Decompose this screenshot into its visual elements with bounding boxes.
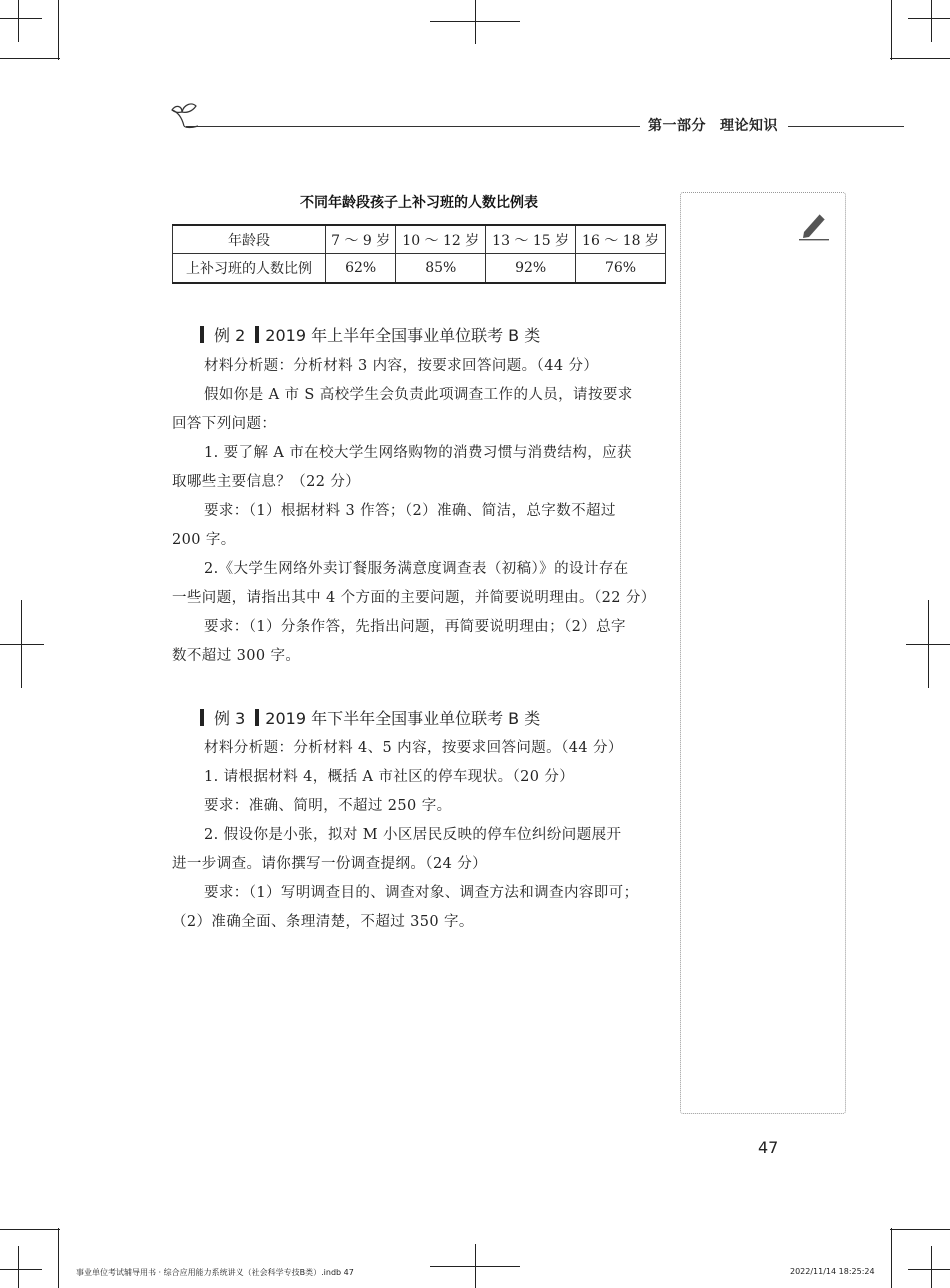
crop-mark <box>931 0 932 42</box>
paragraph-line: 要求：（1）根据材料 3 作答；（2）准确、简洁，总字数不超过 <box>204 503 616 519</box>
footer-timestamp: 2022/11/14 18:25:24 <box>790 1267 875 1276</box>
paragraph-line: 回答下列问题： <box>172 416 277 432</box>
crop-mark <box>0 58 60 59</box>
column-header: 7 ～ 9 岁 <box>326 225 396 254</box>
crop-mark <box>430 21 520 22</box>
column-header: 13 ～ 15 岁 <box>486 225 576 254</box>
crop-mark <box>0 18 42 19</box>
paragraph-line: 200 字。 <box>172 532 236 548</box>
crop-mark <box>931 1246 932 1288</box>
crop-mark <box>891 1228 892 1288</box>
example-3-body <box>172 734 666 937</box>
table-cell: 85% <box>396 254 486 284</box>
footer-file-info: 事业单位考试辅导用书 · 综合应用能力系统讲义（社会科学专技B类）.indb 47 <box>76 1268 354 1277</box>
paragraph-line: 进一步调查。请你撰写一份调查提纲。（24 分） <box>172 856 488 872</box>
paragraph-line: （2）准确全面、条理清楚，不超过 350 字。 <box>172 914 474 930</box>
heading-bar <box>200 709 204 726</box>
notes-panel <box>680 192 846 1114</box>
page-title <box>648 115 778 135</box>
page-number: 47 <box>758 1138 779 1157</box>
example-2-body <box>172 352 666 671</box>
crop-mark <box>0 1229 60 1230</box>
header-rule <box>186 126 640 127</box>
crop-mark <box>908 18 950 19</box>
example-3-heading <box>200 706 540 729</box>
crop-mark <box>430 1266 520 1267</box>
paragraph-line: 2.《大学生网络外卖订餐服务满意度调查表（初稿）》的设计存在 <box>204 561 629 577</box>
crop-mark <box>18 1246 19 1288</box>
crop-mark <box>0 644 44 645</box>
example-label: 例 2 <box>214 326 246 345</box>
table-title: 不同年龄段孩子上补习班的人数比例表 <box>300 195 538 211</box>
example-subtitle: 2019 年上半年全国事业单位联考 B 类 <box>265 326 541 345</box>
crop-mark <box>58 1228 59 1288</box>
crop-mark <box>58 0 59 60</box>
part-label: 第一部分 <box>648 118 706 134</box>
paragraph-line: 1. 要了解 A 市在校大学生网络购物的消费习惯与消费结构，应获 <box>204 445 632 461</box>
table-cell: 62% <box>326 254 396 284</box>
table-row <box>173 225 666 254</box>
row-header: 年龄段 <box>173 225 326 254</box>
heading-bar <box>200 326 204 343</box>
crop-mark <box>891 0 892 60</box>
paragraph-line: 要求：（1）写明调查目的、调查对象、调查方法和调查内容即可； <box>204 885 639 901</box>
table-row <box>173 254 666 284</box>
example-subtitle: 2019 年下半年全国事业单位联考 B 类 <box>265 709 541 728</box>
paragraph-line: 1. 请根据材料 4，概括 A 市社区的停车现状。（20 分） <box>204 769 575 785</box>
paragraph-line: 取哪些主要信息？（22 分） <box>172 474 361 490</box>
table-cell: 76% <box>576 254 666 284</box>
paragraph-line: 要求：（1）分条作答，先指出问题，再简要说明理由；（2）总字 <box>204 619 626 635</box>
paragraph-line: 要求：准确、简明，不超过 250 字。 <box>204 798 452 814</box>
crop-mark <box>890 1229 950 1230</box>
example-label: 例 3 <box>214 709 246 728</box>
ratio-table <box>172 224 666 284</box>
paragraph-line: 一些问题，请指出其中 4 个方面的主要问题，并简要说明理由。（22 分） <box>172 590 656 606</box>
paragraph-line: 假如你是 A 市 S 高校学生会负责此项调查工作的人员，请按要求 <box>204 387 633 403</box>
column-header: 10 ～ 12 岁 <box>396 225 486 254</box>
table-cell: 92% <box>486 254 576 284</box>
heading-bar <box>255 709 259 726</box>
pencil-icon <box>798 210 832 242</box>
heading-bar <box>255 326 259 343</box>
crop-mark <box>18 0 19 42</box>
section-label: 理论知识 <box>720 118 778 134</box>
crop-mark <box>475 0 476 44</box>
header-rule <box>788 126 904 127</box>
crop-mark <box>908 1269 950 1270</box>
paragraph-line: 材料分析题：分析材料 3 内容，按要求回答问题。（44 分） <box>204 358 599 374</box>
paragraph-line: 2. 假设你是小张，拟对 M 小区居民反映的停车位纠纷问题展开 <box>204 827 622 843</box>
crop-mark <box>890 58 950 59</box>
crop-mark <box>0 1269 42 1270</box>
crop-mark <box>906 644 950 645</box>
row-header: 上补习班的人数比例 <box>173 254 326 284</box>
column-header: 16 ～ 18 岁 <box>576 225 666 254</box>
paragraph-line: 数不超过 300 字。 <box>172 648 301 664</box>
paragraph-line: 材料分析题：分析材料 4、5 内容，按要求回答问题。（44 分） <box>204 740 623 756</box>
example-2-heading <box>200 323 540 346</box>
